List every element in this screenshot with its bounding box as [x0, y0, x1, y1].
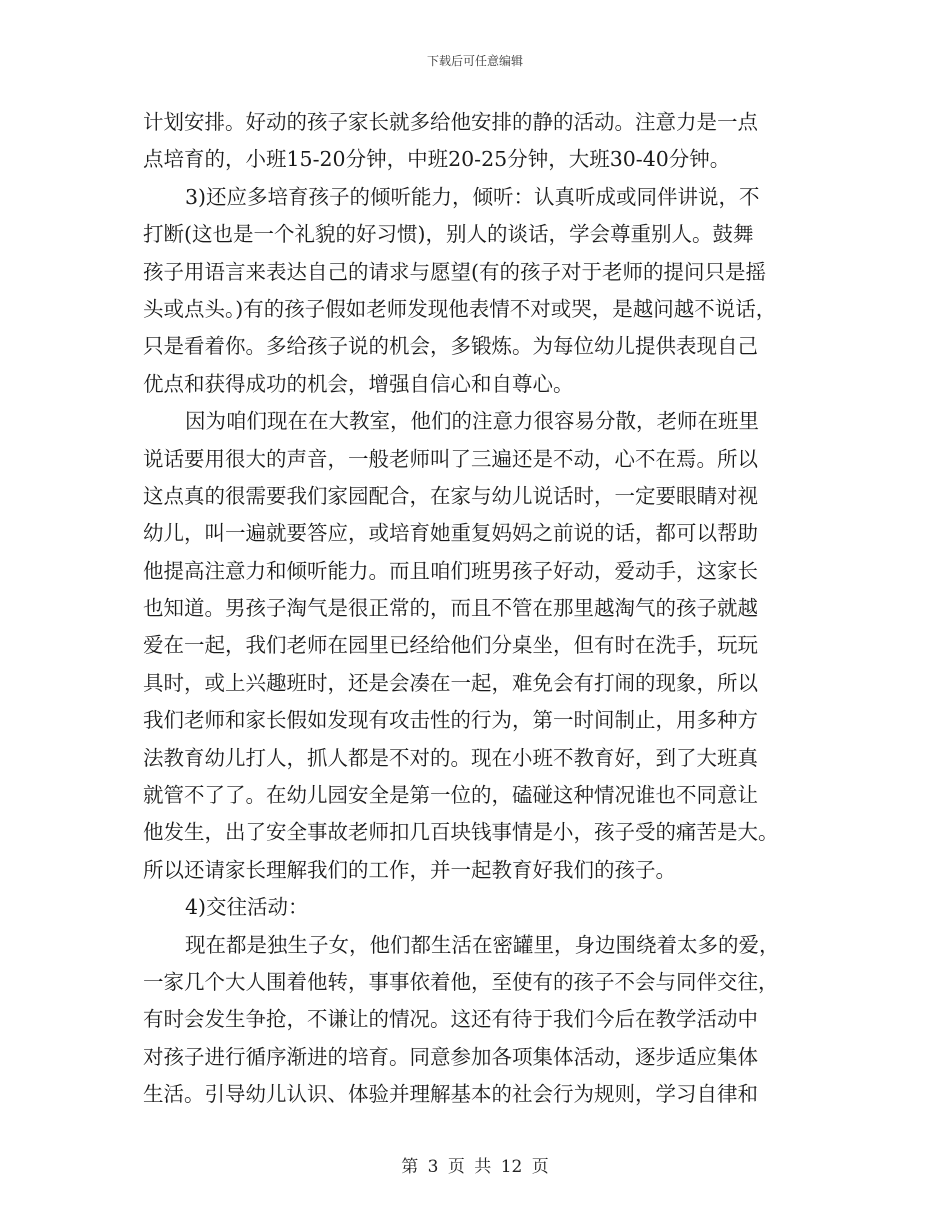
text-line: 法教育幼儿打人，抓人都是不对的。现在小班不教育好，到了大班真	[143, 745, 758, 770]
text-line: 生活。引导幼儿认识、体验并理解基本的社会行为规则，学习自律和	[143, 1082, 758, 1107]
text-line: 对孩子进行循序渐进的培育。同意参加各项集体活动，逐步适应集体	[143, 1044, 758, 1069]
text-line: 就管不了了。在幼儿园安全是第一位的，磕碰这种情况谁也不同意让	[143, 783, 758, 808]
text-line: 具时，或上兴趣班时，还是会凑在一起，难免会有打闹的现象，所以	[143, 670, 758, 695]
text-line: 有时会发生争抢，不谦让的情况。这还有待于我们今后在教学活动中	[143, 1007, 758, 1032]
page-number-footer: 第 3 页 共 12 页	[401, 1157, 549, 1177]
text-line-paragraph-start: 因为咱们现在在大教室，他们的注意力很容易分散，老师在班里	[185, 409, 759, 434]
text-line: 他发生，出了安全事故老师扣几百块钱事情是小，孩子受的痛苦是大。	[143, 820, 779, 845]
text-line: 所以还请家长理解我们的工作，并一起教育好我们的孩子。	[143, 857, 676, 882]
text-line: 说话要用很大的声音，一般老师叫了三遍还是不动，心不在焉。所以	[143, 446, 758, 471]
text-line: 孩子用语言来表达自己的请求与愿望(有的孩子对于老师的提问只是摇	[143, 259, 766, 284]
text-line: 我们老师和家长假如发现有攻击性的行为，第一时间制止，用多种方	[143, 708, 758, 733]
text-line: 优点和获得成功的机会，增强自信心和自尊心。	[143, 371, 574, 396]
document-body	[143, 104, 818, 1114]
text-line: 头或点头。)有的孩子假如老师发现他表情不对或哭，是越问越不说话，	[143, 296, 777, 321]
text-line: 幼儿，叫一遍就要答应，或培育她重复妈妈之前说的话，都可以帮助	[143, 521, 758, 546]
text-line: 一家几个大人围着他转，事事依着他，至使有的孩子不会与同伴交往，	[143, 969, 779, 994]
text-line: 点培育的，小班15-20分钟，中班20-25分钟，大班30-40分钟。	[143, 147, 731, 172]
text-line: 计划安排。好动的孩子家长就多给他安排的静的活动。注意力是一点	[143, 110, 758, 134]
text-line: 只是看着你。多给孩子说的机会，多锻炼。为每位幼儿提供表现自己	[143, 334, 758, 359]
text-line: 这点真的很需要我们家园配合，在家与幼儿说话时，一定要眼睛对视	[143, 483, 758, 508]
text-line: 打断(这也是一个礼貌的好习惯)，别人的谈话，学会尊重别人。鼓舞	[143, 222, 754, 247]
text-line: 也知道。男孩子淘气是很正常的，而且不管在那里越淘气的孩子就越	[143, 596, 758, 621]
text-line: 爱在一起，我们老师在园里已经给他们分桌坐，但有时在洗手，玩玩	[143, 633, 758, 658]
page-header-note: 下载后可任意编辑	[426, 54, 523, 68]
text-line-paragraph-start: 现在都是独生子女，他们都生活在密罐里，身边围绕着太多的爱，	[185, 932, 780, 957]
text-line-paragraph-start: 3)还应多培育孩子的倾听能力，倾听：认真听成或同伴讲说，不	[185, 184, 760, 209]
section-heading: 4)交往活动：	[185, 895, 309, 920]
text-line: 他提高注意力和倾听能力。而且咱们班男孩子好动，爱动手，这家长	[143, 558, 758, 583]
